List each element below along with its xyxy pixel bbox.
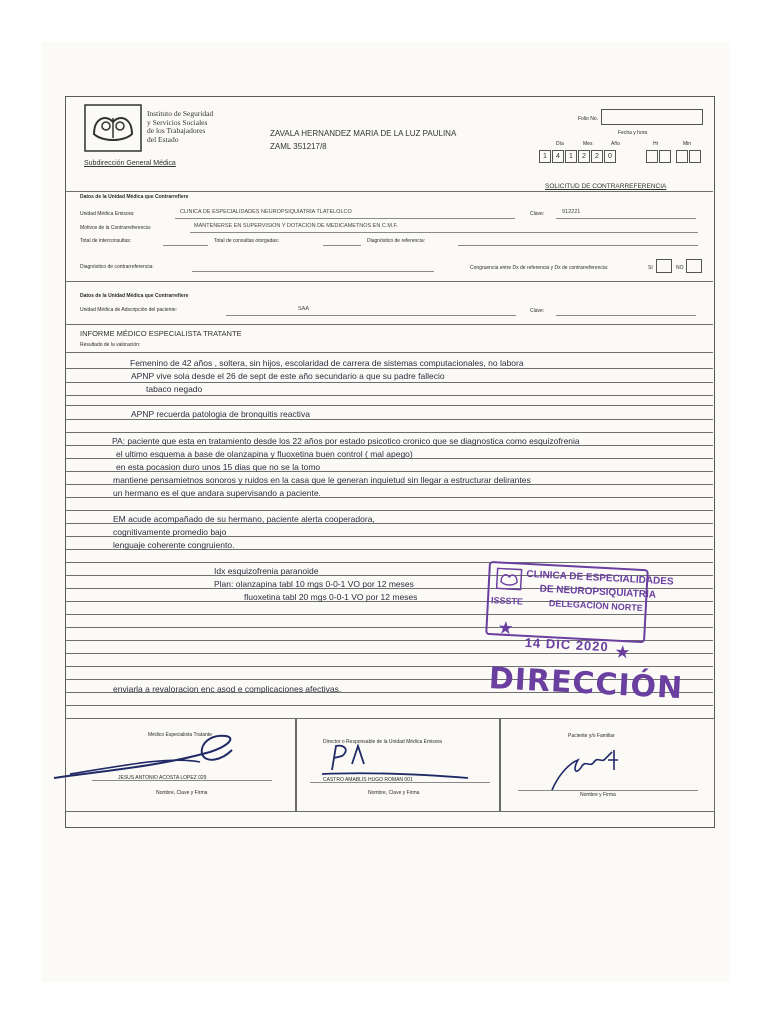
date-digit[interactable]: 4 (552, 150, 564, 163)
direccion-stamp (481, 561, 684, 719)
no-checkbox[interactable] (686, 259, 702, 273)
report-line: APNP recuerda patologia de bronquitis reactiva (131, 409, 310, 419)
date-label: Fecha y hora (618, 130, 648, 136)
sig1-name: JESUS ANTONIO ACOSTA LOPEZ 029 (118, 775, 207, 781)
stamp-star-icon: ★ (613, 641, 632, 663)
day-label: Día (556, 141, 564, 147)
stamp-logo-icon (496, 567, 523, 590)
report-line: tabaco negado (146, 384, 203, 394)
report-line: PA: paciente que esta en tratamiento desde los 22 años por estado psicotico cronico que se diagnostica como esquizofrenia (112, 436, 580, 446)
stamp-star-icon: ★ (497, 617, 515, 639)
report-line: lenguaje coherente congruiento. (113, 540, 235, 550)
date-digit[interactable]: 2 (578, 150, 590, 163)
year-label: Año (611, 141, 620, 147)
institute-name: Instituto de Seguridad y Servicios Sociales de los Trabajadores del Estado (147, 109, 214, 144)
sig2-title: Director o Responsable de la Unidad Médica Emisora (323, 739, 442, 745)
clave2-label: Clave: (530, 308, 545, 314)
report-line: el ultimo esquema a base de olanzapina y fluoxetina buen control ( mal apego) (116, 449, 413, 459)
ruled-line (65, 419, 713, 420)
stamp-date: 14 DIC 2020 (524, 634, 610, 655)
section2-heading: Datos de la Unidad Médica que Contrarrefiere (80, 293, 189, 299)
report-line: Femenino de 42 años , soltera, sin hijos, escolaridad de carrera de sistemas computacionales, no labora (130, 358, 524, 368)
sig3-title: Paciente y/o Familiar (568, 733, 615, 739)
sig1-title: Médico Especialista Tratante (148, 732, 212, 738)
si-label: SI (648, 265, 653, 271)
issste-logo-icon (84, 104, 142, 152)
sig3-line (518, 790, 698, 791)
si-checkbox[interactable] (656, 259, 672, 273)
report-line: Idx esquizofrenia paranoide (214, 566, 319, 576)
unidad-value: CLINICA DE ESPECIALIDADES NEUROPSIQUIATRIA TLATELOLCO (180, 209, 352, 215)
field-line (556, 218, 696, 219)
unidad-label: Unidad Médica Emisora: (80, 211, 135, 217)
field-line (192, 271, 434, 272)
report-line: Plan: olanzapina tabl 10 mgs 0-0-1 VO por 12 meses (214, 579, 414, 589)
sig2-caption: Nombre, Clave y Firma (368, 790, 420, 796)
ruled-line (65, 352, 713, 353)
date-digit[interactable]: 1 (539, 150, 551, 163)
divider (65, 281, 713, 282)
sig2-name: CASTRO AMABLIS HUGO ROMAN 001 (323, 777, 413, 783)
date-digit[interactable]: 0 (604, 150, 616, 163)
field-line (163, 245, 208, 246)
ruled-line (65, 382, 713, 383)
month-label: Mes (583, 141, 593, 147)
date-digit[interactable]: 2 (591, 150, 603, 163)
patient-id: ZAML 351217/8 (270, 142, 327, 151)
director-signature-icon (318, 740, 478, 782)
divider (65, 324, 713, 325)
folio-label: Folio No. (578, 116, 599, 122)
report-line: un hermano es el que andara supervisando a paciente. (113, 488, 321, 498)
report-line: APNP vive sola desde el 26 de sept de este año secundario a que su padre fallecio (131, 371, 445, 381)
report-subtitle: Resultado de la valoración: (80, 342, 141, 348)
ruled-line (65, 368, 713, 369)
patient-name: ZAVALA HERNANDEZ MARIA DE LA LUZ PAULINA (270, 129, 457, 138)
divider (65, 191, 713, 192)
folio-field[interactable] (601, 109, 703, 125)
stamp-line2: DE NEUROPSIQUIATRIA (539, 583, 657, 601)
form-title: SOLICITUD DE CONTRARREFERENCIA (545, 183, 667, 190)
minute-label: Min (683, 141, 692, 147)
clave1-label: Clave: (530, 211, 545, 217)
diag-contra-label: Diagnóstico de contrarreferencia: (80, 264, 154, 270)
stamp-issste: ISSSTE (490, 595, 524, 607)
report-line: enviarla a revaloracion enc asod e complicaciones afectivas. (113, 684, 342, 694)
time-digit[interactable] (676, 150, 688, 163)
sig1-caption: Nombre, Clave y Firma (156, 790, 208, 796)
ruled-line (65, 510, 713, 511)
time-digit[interactable] (646, 150, 658, 163)
adscripcion-value: SAA (298, 306, 310, 312)
patient-signature-icon (548, 746, 628, 794)
report-line: cognitivamente promedio bajo (113, 527, 227, 537)
report-line: en esta pocasion duro unos 15 dias que no se la tomo (116, 462, 321, 472)
field-line (175, 218, 515, 219)
ruled-line (65, 405, 713, 406)
clave1-value: 912221 (562, 209, 581, 215)
section1-heading: Datos de la Unidad Médica que Contrarrefiere (80, 194, 189, 200)
sig3-caption: Nombre y Firma (580, 792, 616, 798)
field-line (323, 245, 361, 246)
no-label: NO (676, 265, 684, 271)
field-line (190, 232, 698, 233)
field-line (458, 245, 698, 246)
subdirection-label: Subdirección General Médica (84, 160, 176, 167)
time-digit[interactable] (659, 150, 671, 163)
stamp-direccion: DIRECCIÓN (487, 661, 684, 707)
stamp-line1: CLINICA DE ESPECIALIDADES (526, 568, 674, 588)
hour-label: Hr (653, 141, 659, 147)
ruled-line (65, 432, 713, 433)
motivos-value: MANTENERSE EN SUPERVISION Y DOTACION DE MEDICAMETNOS EN C.M.F. (194, 223, 398, 229)
ruled-line (65, 395, 713, 396)
field-line (226, 315, 516, 316)
congruencia-label: Congruencia entre Dx de referencia y Dx de contrarreferencia: (470, 265, 609, 271)
adscripcion-label: Unidad Médica de Adscripción del paciente: (80, 307, 178, 313)
interconsultas-label: Total de interconsultas: (80, 238, 132, 244)
report-title: INFORME MÉDICO ESPECIALISTA TRATANTE (80, 329, 242, 338)
time-digit[interactable] (689, 150, 701, 163)
ruled-line (65, 562, 713, 563)
stamp-line3: DELEGACION NORTE (548, 598, 644, 614)
diag-ref-label: Diagnóstico de referencia: (367, 238, 426, 244)
field-line (556, 315, 696, 316)
consultas-label: Total de consultas otorgadas: (214, 238, 280, 244)
motivos-label: Motivos de la Contrarreferencia: (80, 225, 152, 231)
date-digit[interactable]: 1 (565, 150, 577, 163)
report-line: mantiene pensamietnos sonoros y ruidos en la casa que le generan inquietud sin llegar a estructurar delirantes (113, 475, 531, 485)
report-line: fluoxetina tabl 20 mgs 0-0-1 VO por 12 meses (244, 592, 418, 602)
report-line: EM acude acompañado de su hermano, paciente alerta cooperadora, (113, 514, 375, 524)
